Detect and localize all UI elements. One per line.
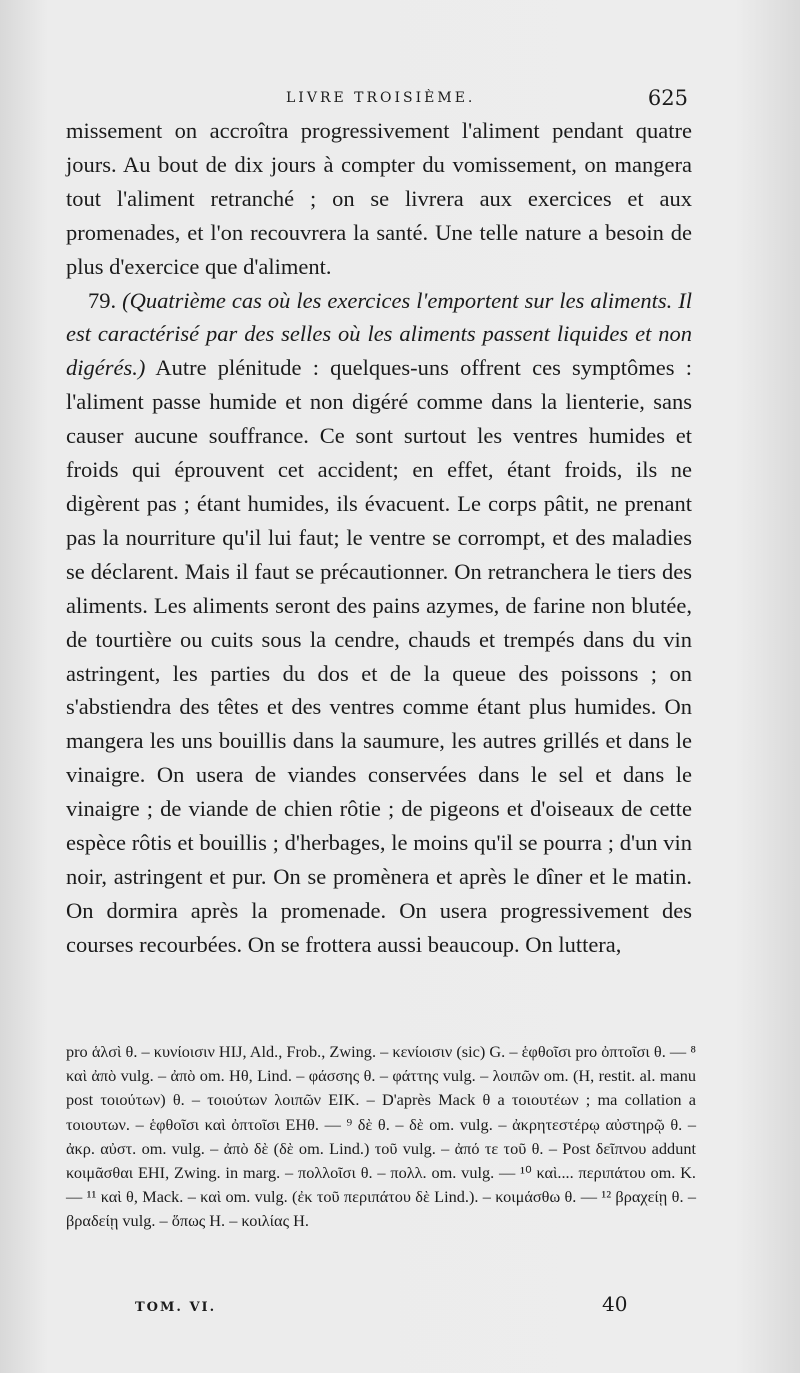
page-header (66, 86, 692, 114)
paragraph-number: 79. (88, 287, 117, 313)
page-number: 625 (647, 86, 688, 110)
gathering-number: 40 (602, 1292, 628, 1316)
paragraph-79 (66, 284, 692, 962)
signature-mark: TOM. VI. (135, 1300, 217, 1315)
paragraph-heading: (Quatrième cas où les exercices l'emportent sur les aliments. Il est caractérisé par des selles où les aliments passent liquides et non digérés.) (66, 287, 692, 381)
footnotes (66, 1040, 696, 1234)
paragraph-continuation: missement on accroîtra progressivement l'aliment pendant quatre jours. Au bout de dix jours à compter du vomissement, on mangera tout l'aliment retranché ; on se livrera aux exercices et aux promenades, et l'on recouvrera la santé. Une telle nature a besoin de plus d'exercice que d'aliment. (66, 118, 692, 279)
running-head: LIVRE TROISIÈME. (286, 90, 476, 106)
paragraph-text: Autre plénitude : quelques-uns offrent ces symptômes : l'aliment passe humide et non digéré comme dans la lienterie, sans causer aucune souffrance. Ce sont surtout les ventres humides et froids qui éprouvent cet accident; en effet, étant froids, ils ne digèrent pas ; étant humides, ils évacuent. Le corps pâtit, ne prenant pas la nourriture qu'il lui faut; le ventre se corrompt, et des maladies se déclarent. Mais il faut se précautionner. On retranchera le tiers des aliments. Les aliments seront des pains azymes, de farine non blutée, de tourtière ou cuits sous la cendre, chauds et trempés dans du vin astringent, les parties du dos et de la queue des poissons ; on s'abstiendra des têtes et des ventres comme étant plus humides. On mangera les uns bouillis dans la saumure, les autres grillés et dans le vinaigre. On usera de viandes conservées dans le sel et dans le vinaigre ; de viande de chien rôtie ; de pigeons et d'oiseaux de cette espèce rôtis et bouillis ; d'herbages, le moins qu'il se pourra ; d'un vin noir, astringent et pur. On se promènera et après le dîner et le matin. On dormira après la promenade. On usera progressivement des courses recourbées. On se frottera aussi beaucoup. On luttera, (66, 355, 692, 957)
main-text (66, 114, 692, 962)
footnote-text: pro ἁλσὶ θ. – κυνίοισιν HIJ, Ald., Frob., Zwing. – κενίοισιν (sic) G. – ἑφθοῖσι pro ὀπτοῖσι θ. — ⁸ καὶ ἀπὸ vulg. – ἀπὸ om. Hθ, Lind. – φάσσης θ. – φάττης vulg. – λοιπῶν om. (H, restit. al. manu post τοιούτων) θ. – τοιούτων λοιπῶν EIK. – D'après Mack θ a τοιουτέων ; ma collation a τοιουτων. – ἑφθοῖσι καὶ ὀπτοῖσι EHθ. — ⁹ δὲ θ. – δὲ om. vulg. – ἀκρητεστέρῳ αὐστηρῷ θ. – ἀκρ. αὐστ. om. vulg. – ἀπὸ δὲ (δὲ om. Lind.) τοῦ vulg. – ἀπό τε τοῦ θ. – Post δεῖπνου addunt κοιμᾶσθαι EHI, Zwing. in marg. – πολλοῖσι θ. – πολλ. om. vulg. — ¹⁰ καὶ.... περιπάτου om. K. — ¹¹ καὶ θ, Mack. – καὶ om. vulg. (ἐκ τοῦ περιπάτου δὲ Lind.). – κοιμάσθω θ. — ¹² βραχείῃ θ. – βραδείῃ vulg. – ὅπως H. – κοιλίας H. (66, 1042, 696, 1231)
